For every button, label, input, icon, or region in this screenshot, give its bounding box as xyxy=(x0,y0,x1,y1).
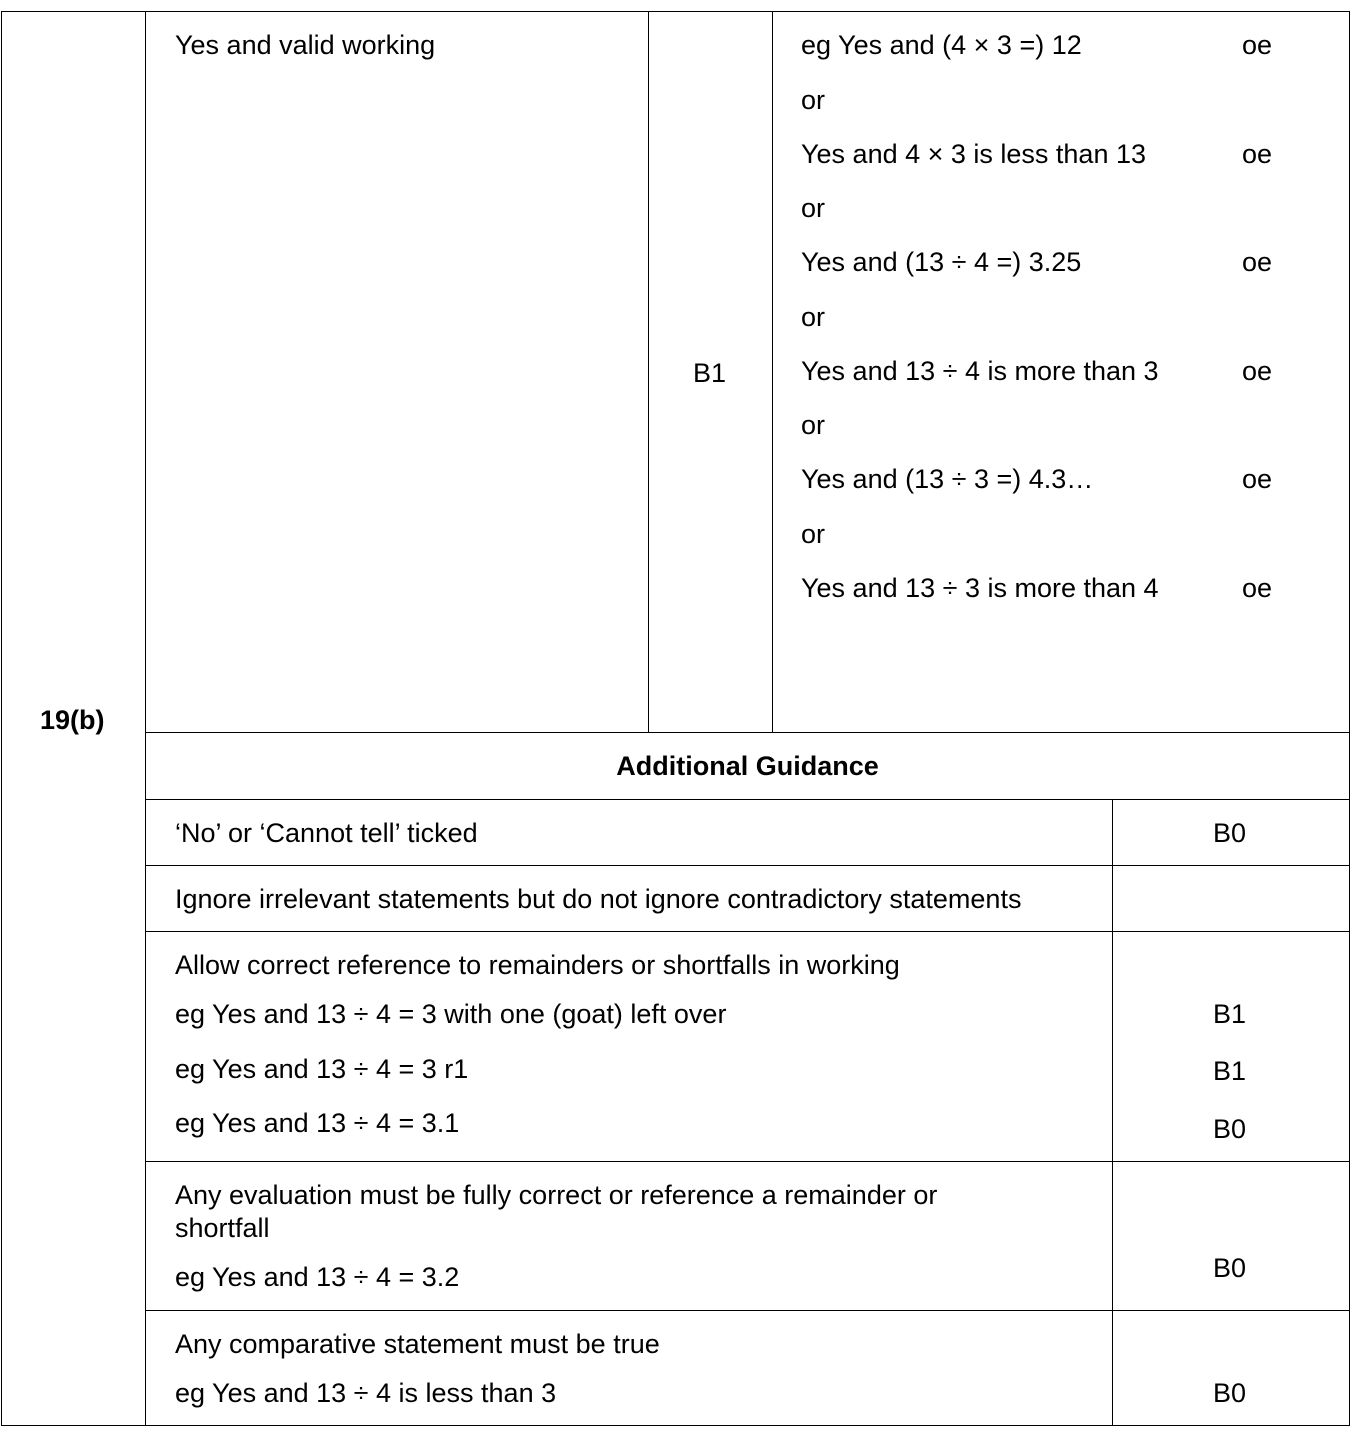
accept-item: Yes and (13 ÷ 3 =) 4.3… xyxy=(801,464,1094,494)
guidance-row-divider-3 xyxy=(145,1161,1350,1162)
guidance-example: eg Yes and 13 ÷ 4 is less than 3 xyxy=(175,1378,557,1408)
accept-item-note: oe xyxy=(1242,30,1273,60)
guidance-mark-column-divider xyxy=(1112,799,1113,1426)
accept-item: Yes and 13 ÷ 4 is more than 3 xyxy=(801,356,1159,386)
accept-or: or xyxy=(801,410,826,440)
accept-item-note: oe xyxy=(1242,139,1273,169)
mark-column-divider xyxy=(772,11,773,732)
question-number: 19(b) xyxy=(40,705,105,735)
guidance-row-divider-1 xyxy=(145,865,1350,866)
guidance-mark: B0 xyxy=(1213,1114,1247,1144)
guidance-row-divider-2 xyxy=(145,931,1350,932)
guidance-text: Allow correct reference to remainders or shortfalls in working xyxy=(175,950,900,980)
guidance-example: eg Yes and 13 ÷ 4 = 3.2 xyxy=(175,1262,460,1292)
accept-item: Yes and 13 ÷ 3 is more than 4 xyxy=(801,573,1159,603)
accept-or: or xyxy=(801,85,826,115)
accept-item-note: oe xyxy=(1242,356,1273,386)
guidance-text: ‘No’ or ‘Cannot tell’ ticked xyxy=(175,818,478,848)
accept-or: or xyxy=(801,302,826,332)
accept-item-note: oe xyxy=(1242,464,1273,494)
table-border-top xyxy=(1,11,1350,12)
accept-item-note: oe xyxy=(1242,573,1273,603)
guidance-mark: B1 xyxy=(1213,1056,1247,1086)
guidance-heading-divider xyxy=(145,799,1350,800)
table-border-right xyxy=(1349,11,1350,1426)
question-column-divider xyxy=(145,11,146,1426)
table-border-left xyxy=(1,11,2,1426)
guidance-mark: B0 xyxy=(1213,818,1247,848)
guidance-example: eg Yes and 13 ÷ 4 = 3.1 xyxy=(175,1108,460,1138)
mark-value: B1 xyxy=(693,358,727,388)
guidance-mark: B0 xyxy=(1213,1378,1247,1408)
guidance-heading: Additional Guidance xyxy=(616,751,879,781)
guidance-mark: B0 xyxy=(1213,1253,1247,1283)
accept-item-note: oe xyxy=(1242,247,1273,277)
guidance-example: eg Yes and 13 ÷ 4 = 3 with one (goat) left over xyxy=(175,999,727,1029)
answer-row-divider xyxy=(145,732,1350,733)
accept-or: or xyxy=(801,193,826,223)
guidance-text: Any evaluation must be fully correct or reference a remainder or xyxy=(175,1180,938,1210)
accept-item: Yes and 4 × 3 is less than 13 xyxy=(801,139,1147,169)
answer-column-divider xyxy=(648,11,649,732)
accept-item: Yes and (13 ÷ 4 =) 3.25 xyxy=(801,247,1082,277)
answer-text: Yes and valid working xyxy=(175,30,436,60)
guidance-example: eg Yes and 13 ÷ 4 = 3 r1 xyxy=(175,1054,469,1084)
guidance-text: Any comparative statement must be true xyxy=(175,1329,660,1359)
accept-or: or xyxy=(801,519,826,549)
guidance-row-divider-4 xyxy=(145,1310,1350,1311)
guidance-mark: B1 xyxy=(1213,999,1247,1029)
guidance-text: Ignore irrelevant statements but do not ignore contradictory statements xyxy=(175,884,1022,914)
guidance-text: shortfall xyxy=(175,1213,270,1243)
accept-item: eg Yes and (4 × 3 =) 12 xyxy=(801,30,1082,60)
table-border-bottom xyxy=(1,1425,1350,1426)
